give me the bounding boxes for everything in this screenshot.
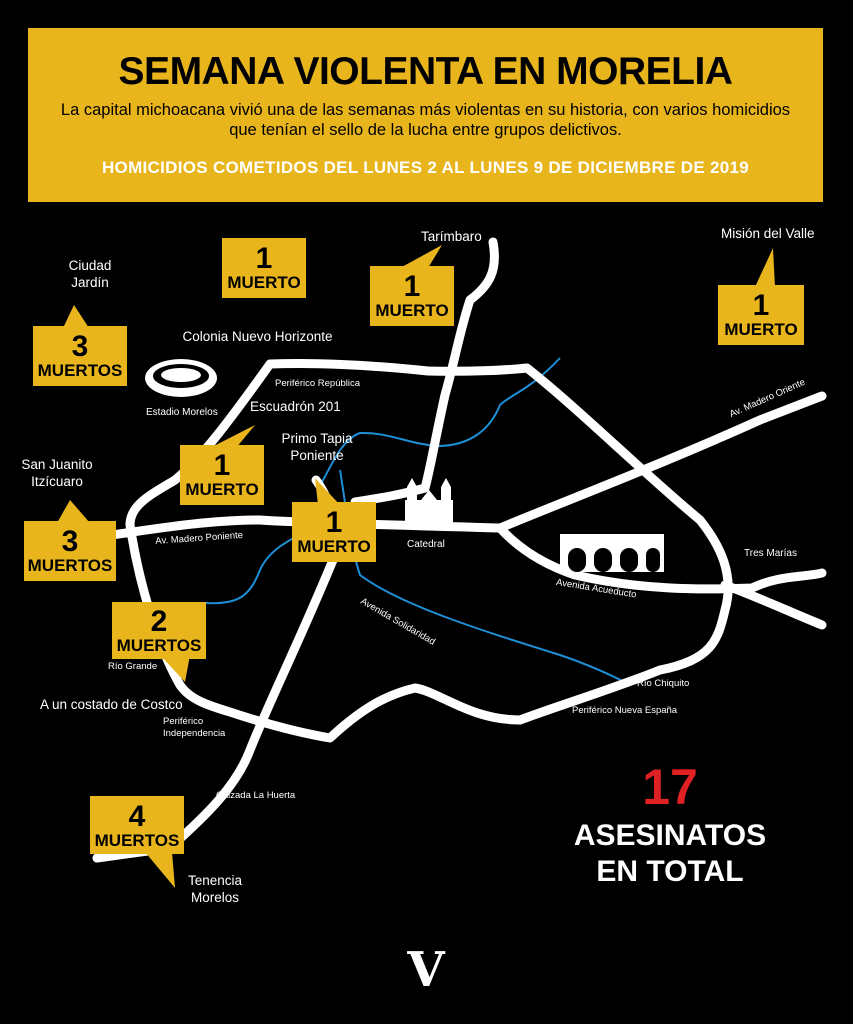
tres-marias-road: [725, 585, 822, 625]
road-label-solidaridad: Avenida Solidaridad: [358, 596, 438, 648]
label-costco: A un costado de Costco: [40, 697, 183, 712]
aqueduct-icon: [560, 534, 664, 572]
incident-count: 3: [61, 525, 79, 558]
label-tenencia: Tenencia Morelos: [187, 873, 243, 905]
total-text: ASESINATOS EN TOTAL: [573, 819, 767, 888]
incident-unit: MUERTO: [185, 480, 259, 499]
subtitle: La capital michoacana vivió una de las semanas más violentas en su historia, con varios homicidios que tenían el sello de la lucha entre grupos delictivos.: [60, 101, 791, 139]
incident-count: 1: [255, 242, 273, 275]
incident-unit: MUERTO: [227, 273, 301, 292]
incident-san-juanito: [24, 521, 116, 581]
label-mision-valle: Misión del Valle: [721, 226, 815, 241]
road-label-periferico-republica: Periférico República: [275, 378, 361, 389]
publisher-logo: V: [407, 942, 445, 998]
label-nuevo-horizonte: Colonia Nuevo Horizonte: [182, 329, 333, 344]
pointer-mision: [755, 248, 775, 287]
incident-costco: [112, 602, 206, 659]
incident-ciudad-jardin: [33, 326, 127, 386]
incident-count: 1: [752, 289, 770, 322]
label-escuadron: Escuadrón 201: [250, 399, 341, 414]
incident-count: 3: [71, 330, 89, 363]
label-catedral: Catedral: [407, 539, 445, 550]
page-title: SEMANA VIOLENTA EN MORELIA: [118, 50, 733, 93]
label-ciudad-jardin: Ciudad Jardín: [68, 258, 112, 290]
stadium-icon: [145, 359, 217, 397]
road-label-nueva-espana: Periférico Nueva España: [572, 705, 678, 716]
incident-nuevo-horizonte: [222, 238, 306, 298]
incident-unit: MUERTOS: [116, 636, 202, 655]
incident-count: 1: [403, 270, 421, 303]
pointer-tarimbaro: [400, 245, 442, 268]
incident-count: 4: [128, 800, 146, 833]
road-label-madero-poniente: Av. Madero Poniente: [155, 529, 244, 547]
total-number: 17: [642, 759, 698, 815]
incident-unit: MUERTO: [297, 537, 371, 556]
road-label-madero-oriente: Av. Madero Oriente: [728, 376, 807, 421]
label-primo-tapia: Primo Tapia Poniente: [281, 431, 353, 463]
date-range: HOMICIDIOS COMETIDOS DEL LUNES 2 AL LUNES 9 DE DICIEMBRE DE 2019: [101, 158, 750, 177]
incident-unit: MUERTOS: [37, 361, 123, 380]
label-san-juanito: San Juanito Itzícuaro: [21, 457, 93, 489]
road-label-la-huerta: Calzada La Huerta: [216, 790, 296, 801]
label-estadio: Estadio Morelos: [146, 407, 218, 418]
pointer-san-juanito: [57, 500, 90, 523]
incident-count: 1: [213, 449, 231, 482]
road-label-independencia: Periférico Independencia: [163, 716, 226, 739]
incident-count: 1: [325, 506, 343, 539]
pointer-ciudad-jardin: [63, 305, 89, 328]
road-label-rio-chiquito: Río Chiquito: [637, 678, 690, 689]
incident-unit: MUERTO: [375, 301, 449, 320]
incident-count: 2: [150, 605, 168, 638]
incident-primo-tapia: [292, 502, 376, 562]
incident-tarimbaro: [370, 266, 454, 326]
incident-tenencia: [90, 796, 184, 854]
label-tres-marias: Tres Marías: [744, 548, 797, 559]
label-tarimbaro: Tarímbaro: [421, 229, 482, 244]
road-label-acueducto: Avenida Acueducto: [555, 577, 638, 601]
incident-escuadron: [180, 445, 264, 505]
incident-mision-valle: [718, 285, 804, 345]
road-label-rio-grande: Río Grande: [108, 661, 158, 672]
incident-unit: MUERTOS: [27, 556, 113, 575]
incident-unit: MUERTO: [724, 320, 798, 339]
incident-unit: MUERTOS: [94, 831, 180, 850]
